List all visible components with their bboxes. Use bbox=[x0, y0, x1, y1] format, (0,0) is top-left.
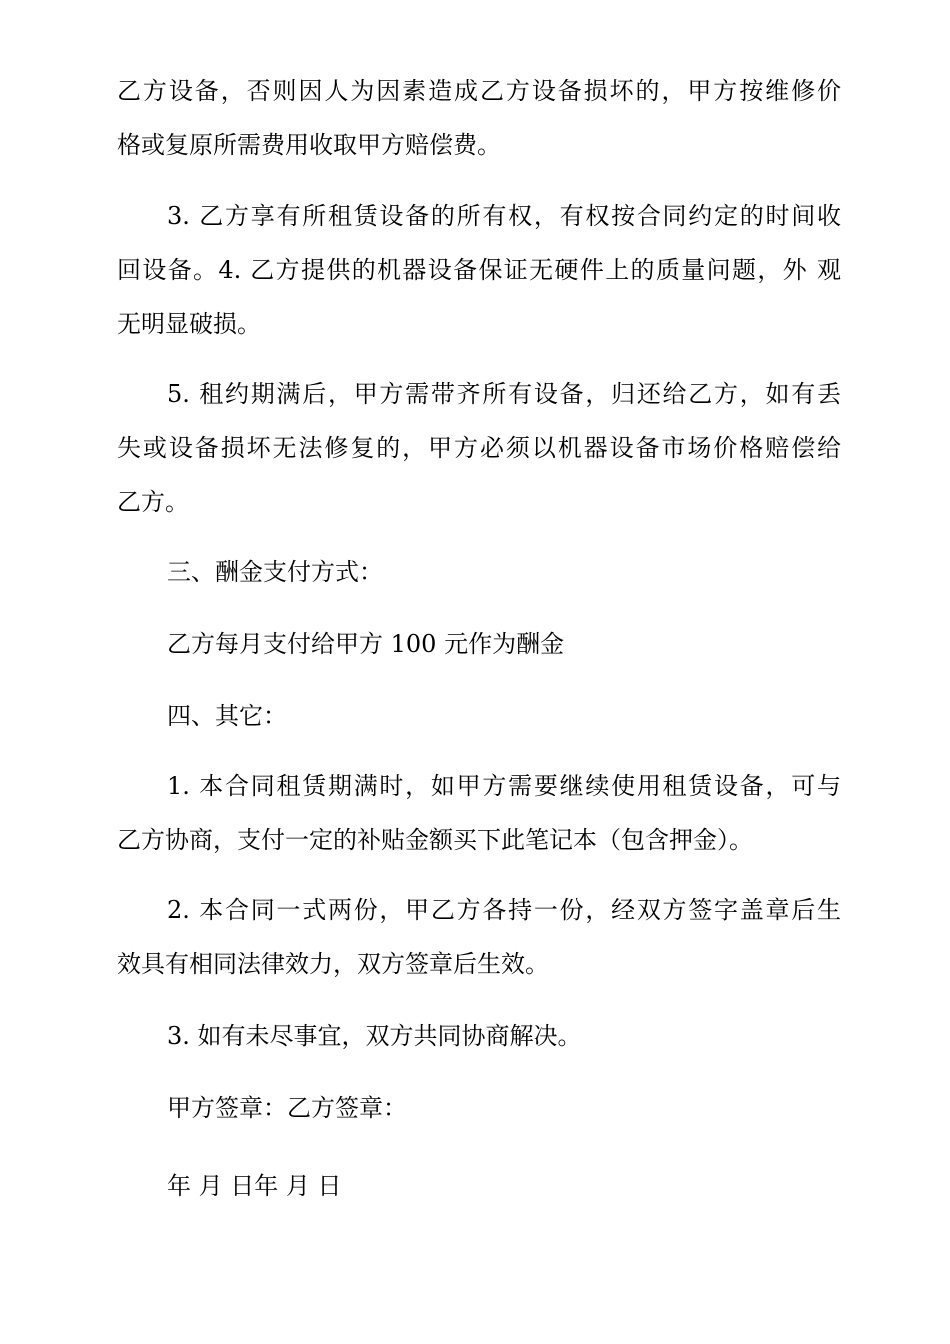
text-line: 效具有相同法律效力，双方签章后生效。 bbox=[117, 950, 549, 978]
text-line: 格或复原所需费用收取甲方赔偿费。 bbox=[117, 131, 501, 159]
document-page bbox=[117, 0, 841, 1344]
text-line: 失或设备损坏无法修复的，甲方必须以机器设备市场价格赔偿给 bbox=[117, 434, 841, 462]
text-line: 乙方设备，否则因人为因素造成乙方设备损坏的，甲方按维修价 bbox=[117, 77, 841, 105]
section-heading: 四、其它： bbox=[167, 702, 287, 730]
text-line: 无明显破损。 bbox=[117, 310, 261, 338]
text-line: 乙方每月支付给甲方 100 元作为酬金 bbox=[167, 630, 565, 658]
text-line: 5. 租约期满后，甲方需带齐所有设备，归还给乙方，如有丢 bbox=[167, 380, 841, 408]
signature-line: 甲方签章：乙方签章： bbox=[167, 1094, 407, 1122]
text-line: 1. 本合同租赁期满时，如甲方需要继续使用租赁设备，可与 bbox=[167, 772, 841, 800]
text-line: 回设备。4. 乙方提供的机器设备保证无硬件上的质量问题，外 观 bbox=[117, 256, 841, 284]
text-line: 3. 如有未尽事宜，双方共同协商解决。 bbox=[167, 1022, 582, 1050]
text-line: 乙方。 bbox=[117, 488, 189, 516]
text-line: 乙方协商，支付一定的补贴金额买下此笔记本（包含押金）。 bbox=[117, 826, 753, 854]
date-line: 年 月 日年 月 日 bbox=[167, 1172, 342, 1200]
section-heading: 三、酬金支付方式： bbox=[167, 558, 383, 586]
text-line: 3. 乙方享有所租赁设备的所有权，有权按合同约定的时间收 bbox=[167, 202, 841, 230]
text-line: 2. 本合同一式两份，甲乙方各持一份，经双方签字盖章后生 bbox=[167, 896, 841, 924]
